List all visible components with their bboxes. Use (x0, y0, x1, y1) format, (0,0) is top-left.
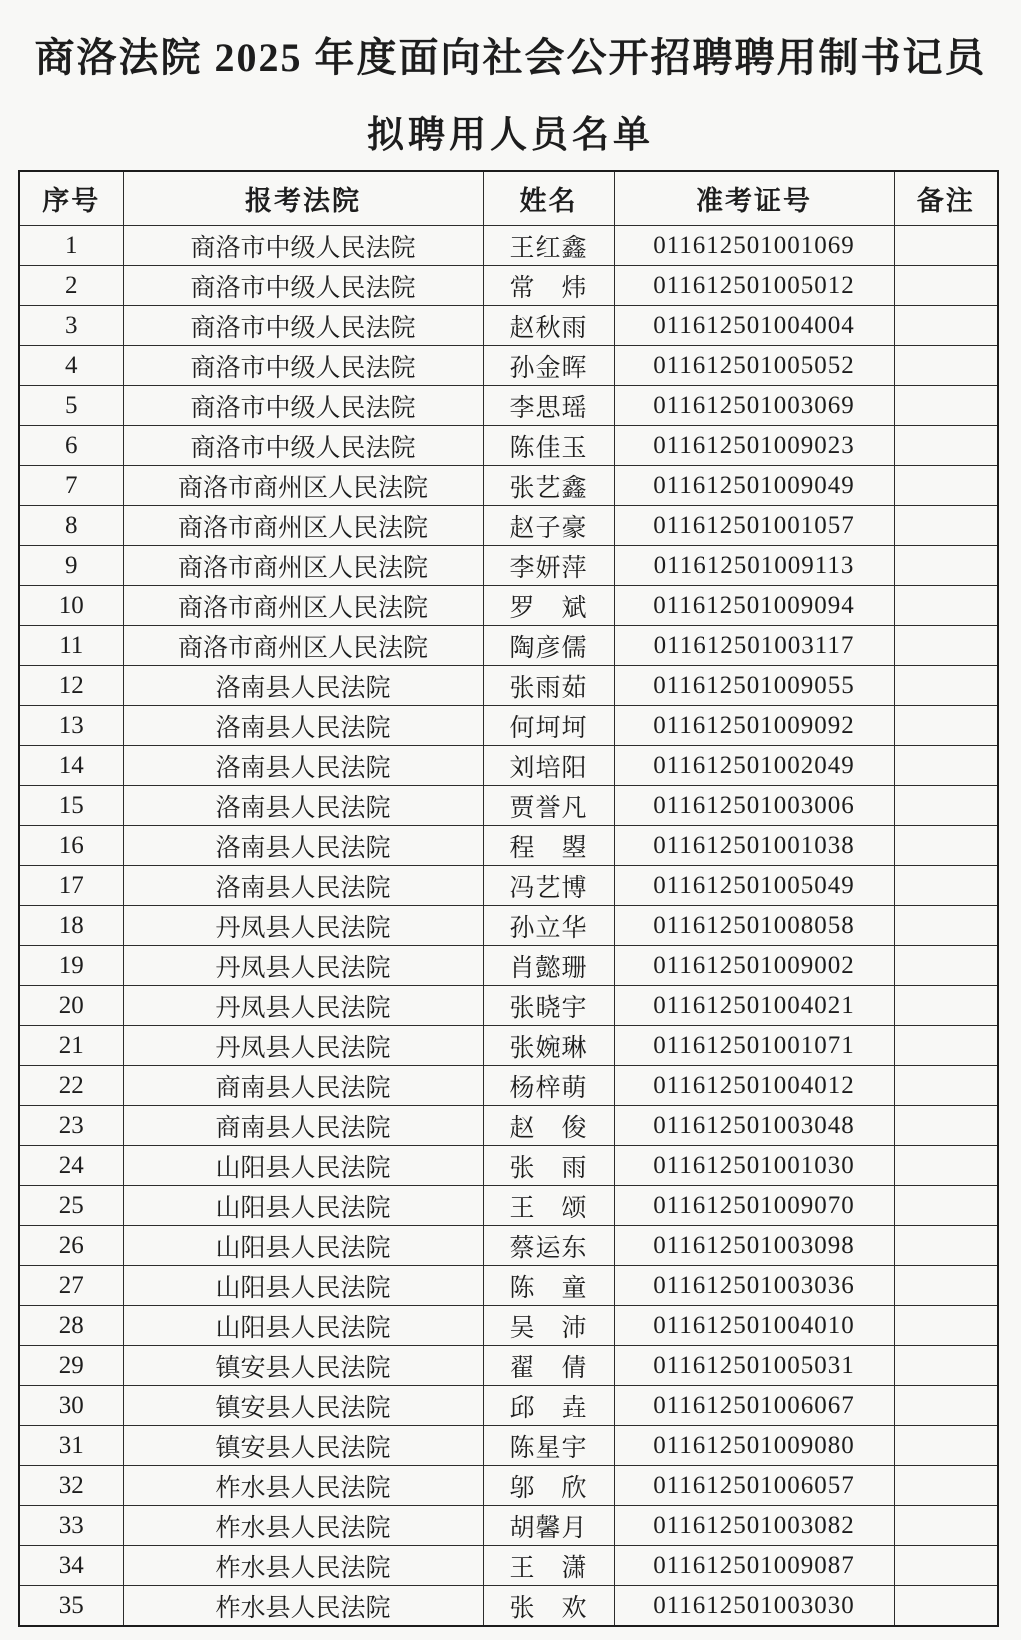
cell-remark (894, 866, 998, 906)
page-title: 商洛法院 2025 年度面向社会公开招聘聘用制书记员 (34, 35, 987, 80)
table-row (19, 1026, 998, 1066)
cell-exam-id: 011612501001057 (614, 506, 894, 546)
cell-no: 16 (19, 826, 123, 866)
cell-remark (894, 906, 998, 946)
table-row (19, 946, 998, 986)
roster-table (18, 170, 999, 1627)
cell-remark (894, 1066, 998, 1106)
cell-name: 陈星宇 (483, 1426, 614, 1466)
cell-no: 30 (19, 1386, 123, 1426)
cell-name: 王 颂 (483, 1186, 614, 1226)
cell-name: 王 潇 (483, 1546, 614, 1586)
cell-court: 山阳县人民法院 (123, 1266, 483, 1306)
cell-court: 山阳县人民法院 (123, 1146, 483, 1186)
table-row (19, 866, 998, 906)
cell-remark (894, 1466, 998, 1506)
cell-name: 蔡运东 (483, 1226, 614, 1266)
table-row (19, 1546, 998, 1586)
table-row (19, 666, 998, 706)
cell-no: 28 (19, 1306, 123, 1346)
cell-exam-id: 011612501004004 (614, 306, 894, 346)
cell-court: 商洛市商州区人民法院 (123, 626, 483, 666)
cell-remark (894, 1026, 998, 1066)
table-row (19, 1106, 998, 1146)
cell-no: 31 (19, 1426, 123, 1466)
cell-remark (894, 1426, 998, 1466)
cell-exam-id: 011612501006057 (614, 1466, 894, 1506)
cell-court: 商洛市中级人民法院 (123, 346, 483, 386)
table-row (19, 1266, 998, 1306)
cell-name: 张晓宇 (483, 986, 614, 1026)
cell-name: 张 欢 (483, 1586, 614, 1627)
cell-exam-id: 011612501003006 (614, 786, 894, 826)
cell-court: 商南县人民法院 (123, 1106, 483, 1146)
cell-no: 26 (19, 1226, 123, 1266)
cell-court: 柞水县人民法院 (123, 1466, 483, 1506)
cell-remark (894, 1506, 998, 1546)
cell-no: 9 (19, 546, 123, 586)
table-row (19, 586, 998, 626)
cell-name: 杨梓萌 (483, 1066, 614, 1106)
cell-name: 赵秋雨 (483, 306, 614, 346)
cell-remark (894, 1146, 998, 1186)
cell-no: 15 (19, 786, 123, 826)
cell-no: 33 (19, 1506, 123, 1546)
table-row (19, 826, 998, 866)
table-row (19, 986, 998, 1026)
cell-exam-id: 011612501003069 (614, 386, 894, 426)
cell-court: 洛南县人民法院 (123, 786, 483, 826)
cell-no: 4 (19, 346, 123, 386)
cell-remark (894, 1386, 998, 1426)
cell-remark (894, 666, 998, 706)
cell-no: 19 (19, 946, 123, 986)
cell-remark (894, 626, 998, 666)
cell-name: 张艺鑫 (483, 466, 614, 506)
cell-name: 肖懿珊 (483, 946, 614, 986)
cell-name: 陶彦儒 (483, 626, 614, 666)
cell-exam-id: 011612501008058 (614, 906, 894, 946)
cell-court: 镇安县人民法院 (123, 1346, 483, 1386)
cell-exam-id: 011612501001071 (614, 1026, 894, 1066)
cell-remark (894, 826, 998, 866)
cell-court: 镇安县人民法院 (123, 1426, 483, 1466)
cell-court: 山阳县人民法院 (123, 1226, 483, 1266)
cell-remark (894, 226, 998, 266)
cell-name: 邬 欣 (483, 1466, 614, 1506)
cell-exam-id: 011612501009049 (614, 466, 894, 506)
cell-court: 商洛市中级人民法院 (123, 226, 483, 266)
cell-name: 李思瑶 (483, 386, 614, 426)
table-row (19, 386, 998, 426)
cell-no: 35 (19, 1586, 123, 1627)
cell-no: 10 (19, 586, 123, 626)
cell-remark (894, 506, 998, 546)
cell-exam-id: 011612501005049 (614, 866, 894, 906)
cell-name: 孙立华 (483, 906, 614, 946)
cell-court: 山阳县人民法院 (123, 1306, 483, 1346)
cell-remark (894, 1346, 998, 1386)
cell-remark (894, 426, 998, 466)
cell-no: 14 (19, 746, 123, 786)
cell-remark (894, 706, 998, 746)
table-row (19, 1066, 998, 1106)
table-row (19, 506, 998, 546)
cell-court: 商洛市中级人民法院 (123, 426, 483, 466)
cell-remark (894, 1106, 998, 1146)
cell-remark (894, 466, 998, 506)
cell-name: 赵 俊 (483, 1106, 614, 1146)
cell-exam-id: 011612501009087 (614, 1546, 894, 1586)
cell-no: 34 (19, 1546, 123, 1586)
table-row (19, 706, 998, 746)
table-row (19, 1306, 998, 1346)
cell-court: 洛南县人民法院 (123, 706, 483, 746)
cell-name: 吴 沛 (483, 1306, 614, 1346)
table-row (19, 306, 998, 346)
table-row (19, 226, 998, 266)
cell-remark (894, 1226, 998, 1266)
table-row (19, 426, 998, 466)
cell-remark (894, 346, 998, 386)
cell-remark (894, 586, 998, 626)
cell-court: 丹凤县人民法院 (123, 946, 483, 986)
table-row (19, 1186, 998, 1226)
cell-remark (894, 1586, 998, 1627)
cell-court: 商洛市商州区人民法院 (123, 586, 483, 626)
table-row (19, 1426, 998, 1466)
cell-court: 洛南县人民法院 (123, 746, 483, 786)
cell-no: 20 (19, 986, 123, 1026)
cell-court: 洛南县人民法院 (123, 866, 483, 906)
cell-no: 7 (19, 466, 123, 506)
cell-no: 12 (19, 666, 123, 706)
cell-no: 29 (19, 1346, 123, 1386)
cell-name: 常 炜 (483, 266, 614, 306)
cell-exam-id: 011612501002049 (614, 746, 894, 786)
cell-remark (894, 1546, 998, 1586)
cell-exam-id: 011612501001030 (614, 1146, 894, 1186)
cell-name: 张婉琳 (483, 1026, 614, 1066)
cell-court: 山阳县人民法院 (123, 1186, 483, 1226)
cell-no: 3 (19, 306, 123, 346)
cell-no: 1 (19, 226, 123, 266)
cell-court: 商洛市商州区人民法院 (123, 546, 483, 586)
cell-no: 18 (19, 906, 123, 946)
cell-name: 贾誉凡 (483, 786, 614, 826)
cell-court: 商洛市中级人民法院 (123, 306, 483, 346)
cell-exam-id: 011612501005052 (614, 346, 894, 386)
cell-exam-id: 011612501009094 (614, 586, 894, 626)
cell-remark (894, 1186, 998, 1226)
cell-court: 镇安县人民法院 (123, 1386, 483, 1426)
table-row (19, 626, 998, 666)
cell-exam-id: 011612501009002 (614, 946, 894, 986)
cell-no: 32 (19, 1466, 123, 1506)
cell-exam-id: 011612501009092 (614, 706, 894, 746)
table-row (19, 1386, 998, 1426)
cell-exam-id: 011612501009080 (614, 1426, 894, 1466)
cell-name: 胡馨月 (483, 1506, 614, 1546)
table-row (19, 1586, 998, 1627)
cell-court: 丹凤县人民法院 (123, 906, 483, 946)
cell-court: 商洛市中级人民法院 (123, 386, 483, 426)
cell-no: 6 (19, 426, 123, 466)
cell-no: 11 (19, 626, 123, 666)
cell-remark (894, 746, 998, 786)
table-row (19, 266, 998, 306)
cell-court: 丹凤县人民法院 (123, 1026, 483, 1066)
cell-exam-id: 011612501001069 (614, 226, 894, 266)
cell-remark (894, 1306, 998, 1346)
cell-exam-id: 011612501003048 (614, 1106, 894, 1146)
cell-name: 张 雨 (483, 1146, 614, 1186)
cell-court: 洛南县人民法院 (123, 666, 483, 706)
cell-exam-id: 011612501005012 (614, 266, 894, 306)
cell-no: 17 (19, 866, 123, 906)
roster-table-body (19, 226, 998, 1627)
cell-exam-id: 011612501009023 (614, 426, 894, 466)
cell-no: 27 (19, 1266, 123, 1306)
cell-name: 翟 倩 (483, 1346, 614, 1386)
cell-no: 5 (19, 386, 123, 426)
cell-name: 赵子豪 (483, 506, 614, 546)
header-cell-exam-id: 准考证号 (614, 171, 894, 226)
cell-exam-id: 011612501004012 (614, 1066, 894, 1106)
table-row (19, 466, 998, 506)
table-row (19, 1226, 998, 1266)
cell-court: 商南县人民法院 (123, 1066, 483, 1106)
cell-exam-id: 011612501003030 (614, 1586, 894, 1627)
table-row (19, 786, 998, 826)
cell-exam-id: 011612501004010 (614, 1306, 894, 1346)
cell-no: 8 (19, 506, 123, 546)
cell-name: 刘培阳 (483, 746, 614, 786)
table-row (19, 346, 998, 386)
page-subtitle: 拟聘用人员名单 (367, 115, 654, 156)
header-cell-court: 报考法院 (123, 171, 483, 226)
cell-court: 商洛市商州区人民法院 (123, 466, 483, 506)
table-row (19, 746, 998, 786)
cell-exam-id: 011612501006067 (614, 1386, 894, 1426)
cell-exam-id: 011612501003098 (614, 1226, 894, 1266)
cell-name: 李妍萍 (483, 546, 614, 586)
cell-court: 商洛市中级人民法院 (123, 266, 483, 306)
cell-exam-id: 011612501003036 (614, 1266, 894, 1306)
cell-court: 丹凤县人民法院 (123, 986, 483, 1026)
cell-name: 罗 斌 (483, 586, 614, 626)
cell-remark (894, 266, 998, 306)
cell-no: 24 (19, 1146, 123, 1186)
cell-remark (894, 1266, 998, 1306)
cell-no: 23 (19, 1106, 123, 1146)
cell-exam-id: 011612501005031 (614, 1346, 894, 1386)
table-row (19, 546, 998, 586)
header-cell-name: 姓名 (483, 171, 614, 226)
cell-no: 25 (19, 1186, 123, 1226)
cell-exam-id: 011612501009055 (614, 666, 894, 706)
header-row (19, 171, 998, 226)
cell-exam-id: 011612501009113 (614, 546, 894, 586)
cell-no: 13 (19, 706, 123, 746)
cell-exam-id: 011612501004021 (614, 986, 894, 1026)
cell-court: 洛南县人民法院 (123, 826, 483, 866)
cell-remark (894, 986, 998, 1026)
cell-exam-id: 011612501003082 (614, 1506, 894, 1546)
cell-name: 陈佳玉 (483, 426, 614, 466)
table-row (19, 906, 998, 946)
table-row (19, 1506, 998, 1546)
roster-table-header (19, 171, 998, 226)
cell-remark (894, 946, 998, 986)
cell-name: 冯艺博 (483, 866, 614, 906)
cell-no: 22 (19, 1066, 123, 1106)
table-row (19, 1466, 998, 1506)
cell-no: 21 (19, 1026, 123, 1066)
cell-name: 何坷坷 (483, 706, 614, 746)
cell-court: 柞水县人民法院 (123, 1506, 483, 1546)
cell-remark (894, 386, 998, 426)
cell-exam-id: 011612501003117 (614, 626, 894, 666)
cell-name: 邱 垚 (483, 1386, 614, 1426)
header-cell-no: 序号 (19, 171, 123, 226)
cell-court: 柞水县人民法院 (123, 1586, 483, 1627)
table-row (19, 1346, 998, 1386)
cell-name: 王红鑫 (483, 226, 614, 266)
cell-name: 陈 童 (483, 1266, 614, 1306)
cell-name: 孙金晖 (483, 346, 614, 386)
cell-remark (894, 306, 998, 346)
cell-exam-id: 011612501009070 (614, 1186, 894, 1226)
cell-exam-id: 011612501001038 (614, 826, 894, 866)
cell-court: 柞水县人民法院 (123, 1546, 483, 1586)
cell-remark (894, 786, 998, 826)
cell-name: 张雨茹 (483, 666, 614, 706)
table-row (19, 1146, 998, 1186)
cell-remark (894, 546, 998, 586)
cell-name: 程 曌 (483, 826, 614, 866)
cell-no: 2 (19, 266, 123, 306)
cell-court: 商洛市商州区人民法院 (123, 506, 483, 546)
header-cell-remark: 备注 (894, 171, 998, 226)
